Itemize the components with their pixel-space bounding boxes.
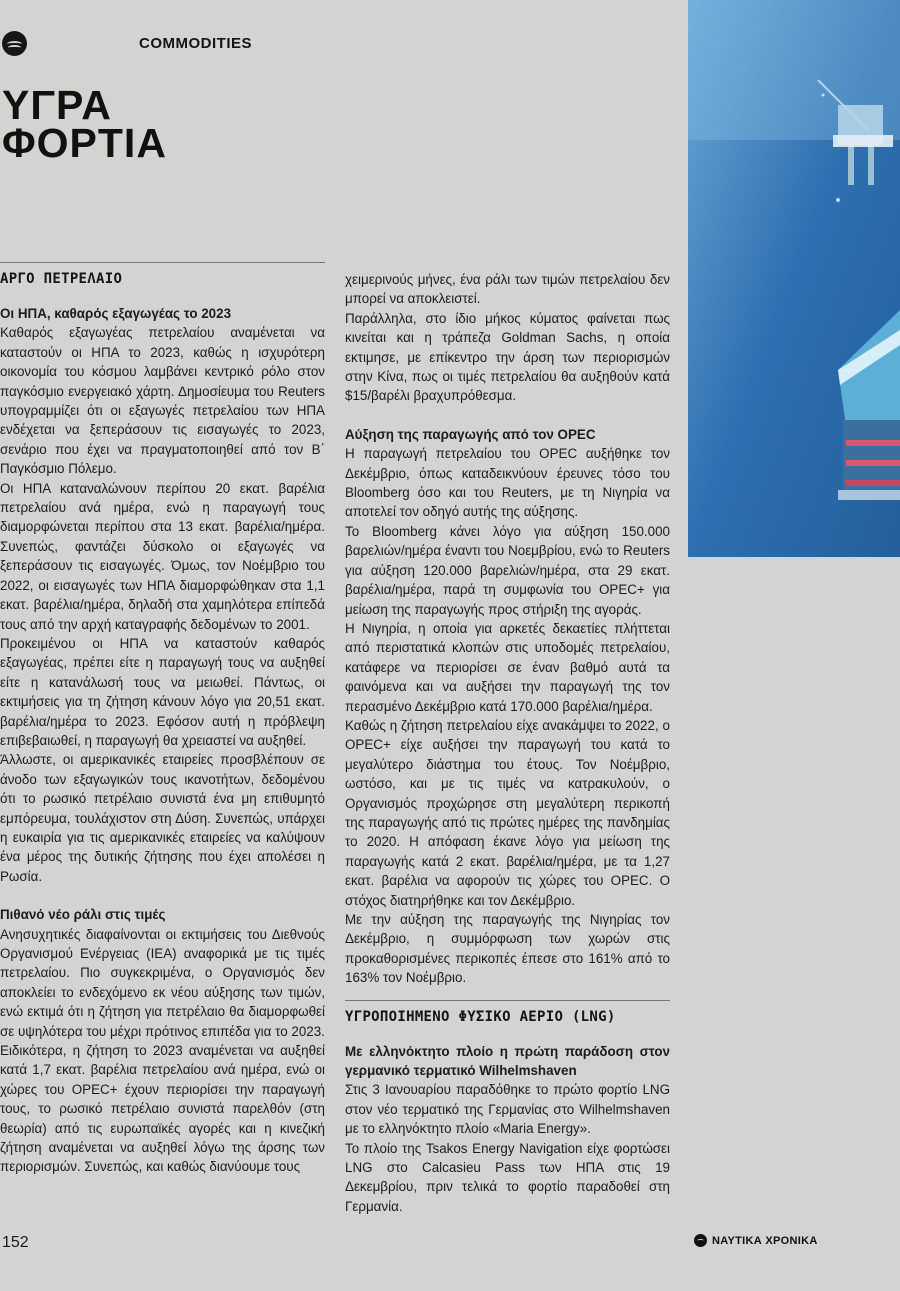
subheading: Με ελληνόκτητο πλοίο η πρώτη παράδοση στον γερμανικό τερματικό Wilhelmshaven xyxy=(345,1043,670,1079)
section-divider xyxy=(345,1000,670,1001)
subheading: Αύξηση της παραγωγής από τον OPEC xyxy=(345,426,596,442)
paragraph: Στις 3 Ιανουαρίου παραδόθηκε το πρώτο φορτίο LNG στον νέο τερματικό της Γερμανίας στο Wilhelmshaven με το ελληνόκτητο πλοίο «Maria Energy». xyxy=(345,1082,670,1137)
page-title-line-1: ΥΓΡΑ xyxy=(2,82,112,128)
paragraph: Το Bloomberg κάνει λόγο για αύξηση 150.000 βαρελιών/ημέρα έναντι του Νοεμβρίου, ενώ το Reuters για αύξηση 120.000 βαρελιών/ημέρα, στα 29 εκατ. βαρέλια/ημέρα, παρά τη συμφωνία του OPEC+ για μείωση της παραγωγής προς στήριξη της αγοράς. xyxy=(345,523,670,617)
paragraph: χειμερινούς μήνες, ένα ράλι των τιμών πετρελαίου δεν μπορεί να αποκλειστεί. xyxy=(345,272,670,307)
paragraph: Οι ΗΠΑ καταναλώνουν περίπου 20 εκατ. βαρέλια πετρελαίου ανά ημέρα, ενώ η παραγωγή τους διαμορφώνεται περίπου στα 13 εκατ. βαρέλια/ημέρα. Συνεπώς, φαντάζει δύσκολο οι εξαγωγές να ξεπεράσουν τις εισαγωγές. Όμως, τον Νοέμβριο του 2022, οι εισαγωγές των ΗΠΑ διαμορφώθηκαν στα 1,1 εκατ. βαρέλια/ημέρα, δηλαδή στα χαμηλότερα επίπεδά τους από την αρχή καταγραφής δεδομένων το 2001. xyxy=(0,480,325,632)
magazine-logo-icon xyxy=(2,31,27,56)
paragraph: Καθαρός εξαγωγέας πετρελαίου αναμένεται να καταστούν οι ΗΠΑ το 2023, καθώς η ισχυρότερη οικονομία του κόσμου λαμβάνει κεντρικό ρόλο στον παγκόσμιο ενεργειακό χάρτη. Δημοσίευμα του Reuters υπογραμμίζει ότι οι εξαγωγές πετρελαίου των ΗΠΑ ενδέχεται να ξεπεράσουν τις εισαγωγές το 2023, σενάριο που έχει να πραγματοποιηθεί από τον Β΄ Παγκόσμιο Πόλεμο. xyxy=(0,325,325,477)
section-heading-lng: ΥΓΡΟΠΟΙΗΜΕΝΟ ΦΥΣΙΚΟ ΑΕΡΙΟ (LNG) xyxy=(345,1008,616,1025)
offshore-platform-illustration xyxy=(688,0,900,557)
paragraph: Η Νιγηρία, η οποία για αρκετές δεκαετίες πλήττεται από περιστατικά κλοπών στις υποδομές πετρελαίου, κατάφερε να περιορίσει σε έναν βαθμό αυτά τα φαινόμενα και να αυξήσει την παραγωγή της τον περασμένο Δεκέμβριο κατά 170.000 βαρέλια/ημέρα. xyxy=(345,620,670,714)
paragraph: Καθώς η ζήτηση πετρελαίου είχε ανακάμψει το 2022, ο OPEC+ είχε αυξήσει την παραγωγή του κατά το μεγαλύτερο διάστημα του έτους. Τον Νοέμβριο, ωστόσο, και με τις τιμές να κατρακυλούν, ο Οργανισμός προχώρησε στη μεγαλύτερη περικοπή της παραγωγής από τις πρώτες ημέρες της πανδημίας το 2020. Η απόφαση έκανε λόγο για μείωση της παραγωγής κατά 2 εκατ. βαρέλια/ημέρα, με τα 1,27 εκατ. βαρέλια να αφορούν τις χώρες του OPEC. Ο στόχος διατηρήθηκε και τον Δεκέμβριο. xyxy=(345,717,670,908)
paragraph: Ανησυχητικές διαφαίνονται οι εκτιμήσεις του Διεθνούς Οργανισμού Ενέργειας (IEA) αναφορικά με τις τιμές πετρελαίου. Πιο συγκεκριμένα, ο Οργανισμός δεν αποκλείει το ενδεχόμενο εκ νέου αύξησης των τιμών, ενώ εκτιμά ότι η ζήτηση για πετρέλαιο θα διαμορφωθεί σε υψηλότερα του μέχρι πρότινος επιπέδα για το 2023. xyxy=(0,926,325,1039)
section-heading-crude-oil: ΑΡΓΟ ΠΕΤΡΕΛΑΙΟ xyxy=(0,271,123,287)
subheading: Οι ΗΠΑ, καθαρός εξαγωγέας το 2023 xyxy=(0,306,232,321)
brand-logo-icon xyxy=(694,1234,707,1247)
paragraph: Το πλοίο της Tsakos Energy Navigation είχε φορτώσει LNG στο Calcasieu Pass των ΗΠΑ στις 19 Δεκεμβρίου, πριν τελικά το φορτίο παραδοθεί στη Γερμανία. xyxy=(345,1140,670,1214)
paragraph: Η παραγωγή πετρελαίου του OPEC αυξήθηκε τον Δεκέμβριο, όπως καταδεικνύουν έρευνες τόσο του Bloomberg όσο και του Reuters, με τη Νιγηρία να αποτελεί τον οδηγό αυτής της αύξησης. xyxy=(345,446,670,520)
page-number: 152 xyxy=(2,1234,29,1251)
right-column xyxy=(345,270,670,1216)
footer-brand xyxy=(694,1234,818,1247)
paragraph: Άλλωστε, οι αμερικανικές εταιρείες προσβλέπουν σε άνοδο των εξαγωγικών τους ικανοτήτων, δεδομένου ότι το ρωσικό πετρέλαιο συνιστά ένα μη επιθυμητό εμπόρευμα, τουλάχιστον στη Δύση. Συνεπώς, υπάρχει η ευκαιρία για τις αμερικανικές εταιρείες να καλύψουν ένα μέρος της δυτικής ζήτησης που έχει απολέσει η Ρωσία. xyxy=(0,752,325,884)
paragraph: Παράλληλα, στο ίδιο μήκος κύματος φαίνεται πως κινείται και η τράπεζα Goldman Sachs, η οποία εκτιμησε, με επίκεντρο την άρση των περιορισμών στην Κίνα, πως οι τιμές πετρελαίου θα αυξηθούν κατά $15/βαρέλι βραχυπρόθεσμα. xyxy=(345,310,670,404)
left-column xyxy=(0,262,325,1177)
offshore-platform-photo xyxy=(688,0,900,557)
page-title xyxy=(2,82,167,166)
brand-name: ΝΑΥΤΙΚΑ ΧΡΟΝΙΚΑ xyxy=(712,1234,818,1247)
paragraph: Με την αύξηση της παραγωγής της Νιγηρίας τον Δεκέμβριο, η συμμόρφωση των χωρών στις προκαθορισμένες περικοπές έπεσε στο 161% από το 163% τον Νοέμβριο. xyxy=(345,912,670,986)
paragraph: Ειδικότερα, η ζήτηση το 2023 αναμένεται να αυξηθεί κατά 1,7 εκατ. βαρέλια πετρελαίου ανά ημέρα, ενώ οι χώρες του OPEC+ έχουν περιορίσει την παραγωγή τους, το ρωσικό πετρέλαιο συνιστά παρελθόν (στη θεωρία) από τις ευρωπαϊκές αγορές και η κινεζική ζήτηση αναμένεται να αυξηθεί λόγω της άρσης των περιορισμών. Συνεπώς, και καθώς διανύουμε τους xyxy=(0,1043,325,1175)
page-title-line-2: ΦΟΡΤΙΑ xyxy=(2,120,167,166)
paragraph: Προκειμένου οι ΗΠΑ να καταστούν καθαρός εξαγωγέας, πρέπει είτε η παραγωγή τους να αυξηθεί είτε η κατανάλωσή τους να μειωθεί. Πάντως, οι εκτιμήσεις για τη ζήτηση κάνουν λόγο για 20,51 εκατ. βαρέλια/ημέρα το 2023. Εφόσον αυτή η πρόβλεψη επιβεβαιωθεί, η παραγωγή θα χρειαστεί να αυξηθεί. xyxy=(0,635,325,748)
subheading: Πιθανό νέο ράλι στις τιμές xyxy=(0,907,166,923)
section-label: COMMODITIES xyxy=(139,35,252,52)
section-divider xyxy=(0,262,325,263)
